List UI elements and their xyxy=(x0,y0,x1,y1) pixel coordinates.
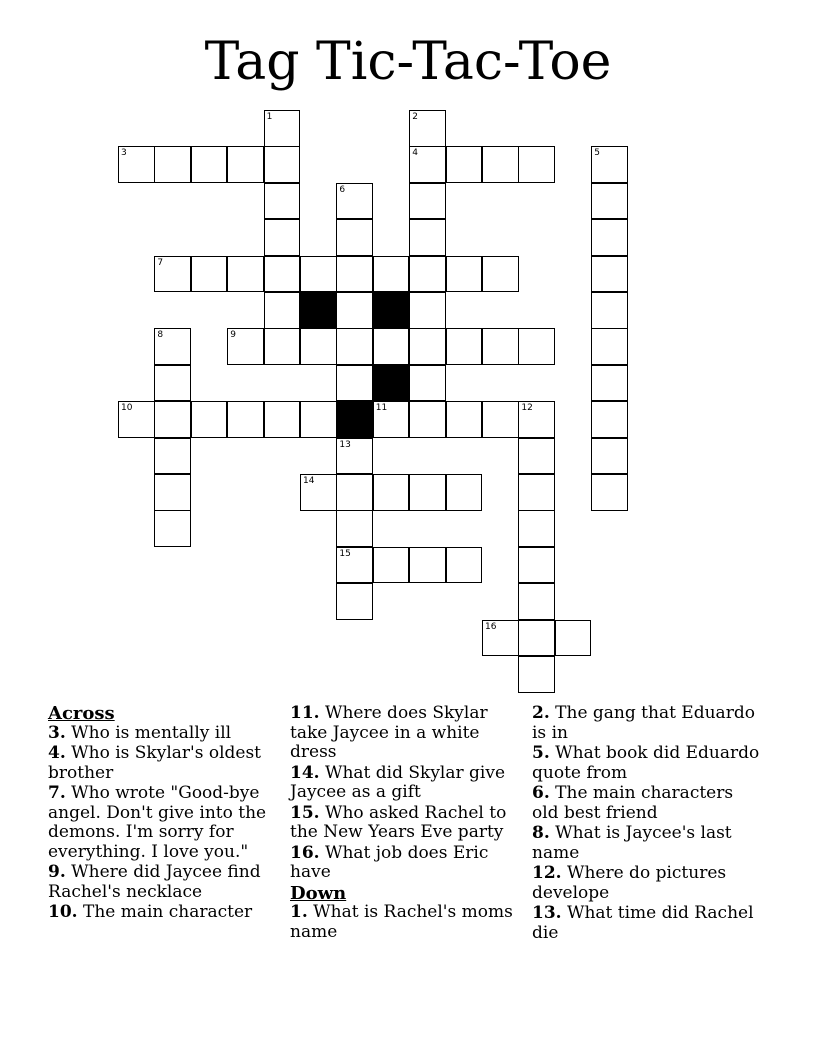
clue-down-6: 6. The main characters old best friend xyxy=(532,783,734,823)
cell-number: 13 xyxy=(339,439,351,450)
grid-cell[interactable] xyxy=(591,219,628,256)
grid-cell[interactable] xyxy=(154,474,191,511)
grid-cell[interactable] xyxy=(336,365,373,402)
grid-cell[interactable] xyxy=(518,474,555,511)
clue-across-14: 14. What did Skylar give Jaycee as a gift xyxy=(290,762,506,802)
cell-number: 15 xyxy=(339,548,351,559)
grid-cell[interactable] xyxy=(154,256,191,293)
cell-number: 12 xyxy=(521,403,533,414)
grid-cell[interactable] xyxy=(591,365,628,402)
grid-cell[interactable] xyxy=(446,256,483,293)
cell-number: 16 xyxy=(485,621,497,632)
clue-column-3 xyxy=(532,702,764,944)
grid-cell[interactable] xyxy=(591,183,628,220)
clue-across-7: 7. Who wrote "Good-bye angel. Don't give into the demons. I'm sorry for everything. I love you." xyxy=(48,783,267,862)
grid-block xyxy=(373,292,410,329)
grid-cell[interactable] xyxy=(518,656,555,693)
grid-block xyxy=(336,401,373,438)
clue-across-16: 16. What job does Eric have xyxy=(290,842,489,882)
grid-cell[interactable] xyxy=(336,583,373,620)
grid-cell[interactable] xyxy=(373,547,410,584)
cell-number: 7 xyxy=(157,257,164,268)
clue-across-10: 10. The main character xyxy=(48,902,253,922)
grid-cell[interactable] xyxy=(300,474,337,511)
grid-cell[interactable] xyxy=(300,401,337,438)
grid-cell[interactable] xyxy=(409,328,446,365)
grid-cell[interactable] xyxy=(300,328,337,365)
grid-cell[interactable] xyxy=(336,510,373,547)
grid-cell[interactable] xyxy=(264,401,301,438)
grid-cell[interactable] xyxy=(409,110,446,147)
grid-cell[interactable] xyxy=(336,219,373,256)
cell-number: 14 xyxy=(303,476,315,486)
grid-cell[interactable] xyxy=(373,328,410,365)
grid-cell[interactable] xyxy=(191,256,228,293)
grid-cell[interactable] xyxy=(409,547,446,584)
grid-cell[interactable] xyxy=(555,620,592,657)
grid-cell[interactable] xyxy=(482,328,519,365)
across-heading: Across xyxy=(48,703,115,724)
grid-cell[interactable] xyxy=(336,292,373,329)
grid-cell[interactable] xyxy=(482,146,519,183)
clue-down-1: 1. What is Rachel's moms name xyxy=(290,902,513,942)
grid-cell[interactable] xyxy=(154,510,191,547)
grid-cell[interactable] xyxy=(518,401,555,438)
cell-number: 6 xyxy=(339,184,346,195)
grid-block xyxy=(300,292,337,329)
grid-cell[interactable] xyxy=(118,401,155,438)
cell-number: 4 xyxy=(412,148,418,159)
grid-cell[interactable] xyxy=(227,256,264,293)
grid-cell[interactable] xyxy=(409,146,446,183)
down-heading: Down xyxy=(290,882,347,904)
cell-number: 9 xyxy=(230,330,236,341)
grid-cell[interactable] xyxy=(518,510,555,547)
grid-cell[interactable] xyxy=(446,401,483,438)
grid-cell[interactable] xyxy=(227,146,264,183)
clue-down-12: 12. Where do pictures develope xyxy=(532,863,727,903)
grid-cell[interactable] xyxy=(191,146,228,183)
grid-cell[interactable] xyxy=(373,401,410,438)
grid-cell[interactable] xyxy=(154,146,191,183)
grid-cell[interactable] xyxy=(409,474,446,511)
grid-cell[interactable] xyxy=(154,365,191,402)
grid-cell[interactable] xyxy=(409,183,446,220)
cell-number: 11 xyxy=(375,403,388,414)
grid-cell[interactable] xyxy=(518,146,555,183)
clue-across-4: 4. Who is Skylar's oldest brother xyxy=(48,743,262,783)
grid-cell[interactable] xyxy=(446,328,483,365)
cell-number: 3 xyxy=(121,148,127,159)
grid-cell[interactable] xyxy=(409,401,446,438)
cell-number: 2 xyxy=(412,112,418,122)
grid-cell[interactable] xyxy=(518,547,555,584)
clue-down-5: 5. What book did Eduardo quote from xyxy=(532,743,760,783)
cell-number: 10 xyxy=(121,403,133,414)
grid-cell[interactable] xyxy=(300,256,337,293)
grid-cell[interactable] xyxy=(336,547,373,584)
grid-cell[interactable] xyxy=(264,292,301,329)
grid-cell[interactable] xyxy=(118,146,155,183)
grid-cell[interactable] xyxy=(409,256,446,293)
clue-column-2 xyxy=(290,702,522,943)
grid-cell[interactable] xyxy=(518,583,555,620)
clue-across-15: 15. Who asked Rachel to the New Years Eve party xyxy=(290,802,507,842)
grid-cell[interactable] xyxy=(264,219,301,256)
grid-cell[interactable] xyxy=(446,146,483,183)
grid-cell[interactable] xyxy=(264,328,301,365)
grid-cell[interactable] xyxy=(336,183,373,220)
grid-cell[interactable] xyxy=(264,146,301,183)
clue-down-2: 2. The gang that Eduardo is in xyxy=(532,703,755,743)
grid-cell[interactable] xyxy=(336,438,373,475)
grid-cell[interactable] xyxy=(264,256,301,293)
grid-cell[interactable] xyxy=(591,401,628,438)
grid-cell[interactable] xyxy=(409,365,446,402)
grid-cell[interactable] xyxy=(591,256,628,293)
grid-cell[interactable] xyxy=(591,328,628,365)
grid-cell[interactable] xyxy=(264,183,301,220)
grid-cell[interactable] xyxy=(591,474,628,511)
clue-across-11: 11. Where does Skylar take Jaycee in a white dress xyxy=(290,703,488,762)
cell-number: 1 xyxy=(266,112,273,122)
page-title: Tag Tic-Tac-Toe xyxy=(204,32,612,92)
grid-cell[interactable] xyxy=(154,328,191,365)
clue-down-8: 8. What is Jaycee's last name xyxy=(532,823,732,863)
grid-cell[interactable] xyxy=(482,401,519,438)
clue-down-13: 13. What time did Rachel die xyxy=(532,903,754,943)
grid-cell[interactable] xyxy=(518,328,555,365)
cell-number: 8 xyxy=(157,330,164,341)
grid-cell[interactable] xyxy=(373,256,410,293)
grid-cell[interactable] xyxy=(591,438,628,475)
grid-cell[interactable] xyxy=(154,401,191,438)
clue-across-9: 9. Where did Jaycee find Rachel's necklace xyxy=(48,862,261,902)
grid-cell[interactable] xyxy=(227,401,264,438)
grid-cell[interactable] xyxy=(264,110,301,147)
grid-cell[interactable] xyxy=(227,328,264,365)
grid-cell[interactable] xyxy=(409,219,446,256)
grid-cell[interactable] xyxy=(482,620,519,657)
grid-cell[interactable] xyxy=(591,292,628,329)
grid-cell[interactable] xyxy=(191,401,228,438)
grid-cell[interactable] xyxy=(518,620,555,657)
grid-cell[interactable] xyxy=(446,474,483,511)
grid-cell[interactable] xyxy=(336,256,373,293)
grid-cell[interactable] xyxy=(518,438,555,475)
grid-cell[interactable] xyxy=(591,146,628,183)
clue-across-3: 3. Who is mentally ill xyxy=(48,722,232,743)
clue-column-1 xyxy=(48,702,280,924)
grid-cell[interactable] xyxy=(409,292,446,329)
grid-cell[interactable] xyxy=(446,547,483,584)
grid-block xyxy=(373,365,410,402)
cell-number: 5 xyxy=(594,148,600,159)
grid-cell[interactable] xyxy=(482,256,519,293)
grid-cell[interactable] xyxy=(336,474,373,511)
grid-cell[interactable] xyxy=(373,474,410,511)
grid-cell[interactable] xyxy=(154,438,191,475)
grid-cell[interactable] xyxy=(336,328,373,365)
